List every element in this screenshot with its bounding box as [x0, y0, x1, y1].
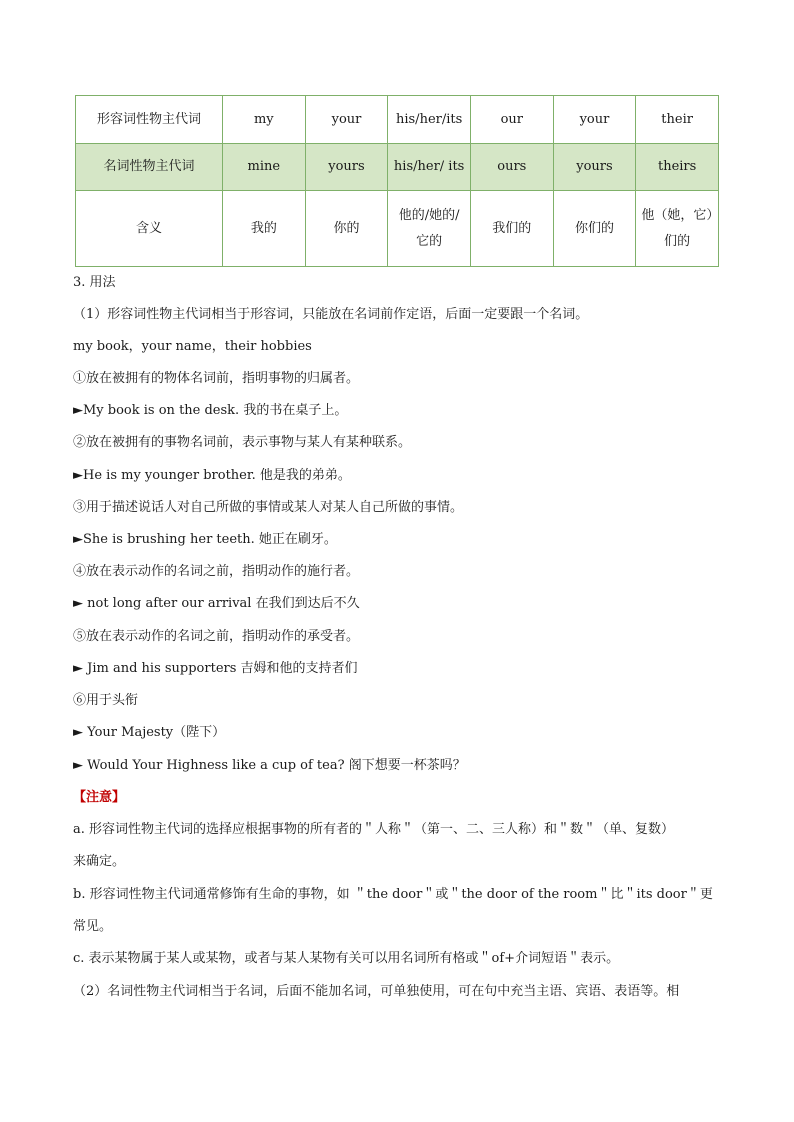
example-text: ►He is my younger brother. 他是我的弟弟。 — [73, 468, 351, 483]
table-cell: our — [470, 96, 553, 144]
table-cell: 名词性物主代词 — [76, 144, 223, 191]
table-cell: yours — [305, 144, 388, 191]
table-cell: 他的/她的/它的 — [388, 191, 471, 267]
table-cell: 我的 — [223, 191, 306, 267]
table-cell: 你的 — [305, 191, 388, 267]
table-cell: 含义 — [76, 191, 223, 267]
note-item-a: a. 形容词性物主代词的选择应根据事物的所有者的＂人称＂（第一、二、三人称）和＂数＂（单、复数） — [73, 822, 675, 837]
rule-item: ⑥用于头衔 — [73, 693, 139, 708]
example-text: ► Your Majesty（陛下） — [73, 725, 226, 740]
rule-item: ④放在表示动作的名词之前，指明动作的施行者。 — [73, 564, 360, 579]
example-text: ►She is brushing her teeth. 她正在刷牙。 — [73, 532, 337, 547]
table-cell: your — [553, 96, 636, 144]
rule-item: ②放在被拥有的事物名词前，表示事物与某人有某种联系。 — [73, 435, 412, 450]
note-item-a-continued: 来确定。 — [73, 854, 126, 869]
table-cell: theirs — [636, 144, 719, 191]
example-text: ►My book is on the desk. 我的书在桌子上。 — [73, 403, 348, 418]
note-heading: 【注意】 — [73, 790, 126, 805]
table-row-noun-pronouns — [76, 144, 719, 191]
table-row-adjective-pronouns — [76, 96, 719, 144]
table-cell: their — [636, 96, 719, 144]
table-cell: his/her/ its — [388, 144, 471, 191]
note-item-b-continued: 常见。 — [73, 919, 113, 934]
note-item-c: c. 表示某物属于某人或某物，或者与某人某物有关可以用名词所有格或＂of+介词短语＂表示。 — [73, 951, 620, 966]
note-item-b: b. 形容词性物主代词通常修饰有生命的事物，如 ＂the door＂或＂the door of the room＂比＂its door＂更 — [73, 887, 713, 902]
example-text: ► Would Your Highness like a cup of tea? 阁下想要一杯茶吗？ — [73, 758, 466, 773]
table-row-meaning — [76, 191, 719, 267]
table-cell: 我们的 — [470, 191, 553, 267]
pronoun-table — [75, 95, 719, 267]
table-cell: his/her/its — [388, 96, 471, 144]
example-text: ► not long after our arrival 在我们到达后不久 — [73, 596, 360, 611]
table-cell: ours — [470, 144, 553, 191]
table-cell: 你们的 — [553, 191, 636, 267]
paragraph: （2）名词性物主代词相当于名词，后面不能加名词，可单独使用，可在句中充当主语、宾语、表语等。相 — [73, 984, 680, 999]
rule-item: ①放在被拥有的物体名词前，指明事物的归属者。 — [73, 371, 360, 386]
table-cell: yours — [553, 144, 636, 191]
rule-item: ③用于描述说话人对自己所做的事情或某人对某人自己所做的事情。 — [73, 500, 464, 515]
table-cell: mine — [223, 144, 306, 191]
example-text: my book，your name，their hobbies — [73, 339, 312, 354]
paragraph: （1）形容词性物主代词相当于形容词，只能放在名词前作定语，后面一定要跟一个名词。 — [73, 307, 589, 322]
rule-item: ⑤放在表示动作的名词之前，指明动作的承受者。 — [73, 629, 360, 644]
table-cell: my — [223, 96, 306, 144]
section-heading-usage: 3. 用法 — [73, 275, 116, 290]
table-cell: your — [305, 96, 388, 144]
table-cell: 他（她，它）们的 — [636, 191, 719, 267]
table-cell: 形容词性物主代词 — [76, 96, 223, 144]
example-text: ► Jim and his supporters 吉姆和他的支持者们 — [73, 661, 358, 676]
